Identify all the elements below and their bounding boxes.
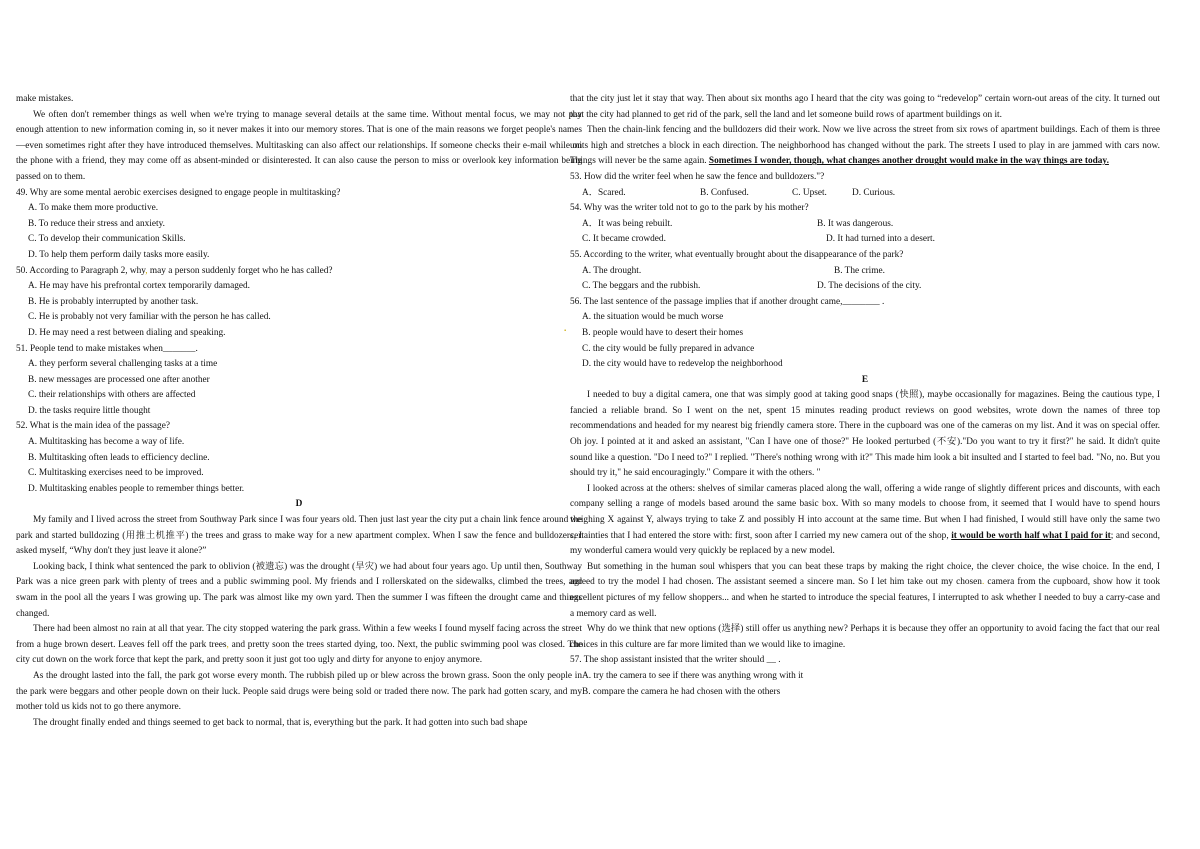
question-56: 56. The last sentence of the passage implies that if another drought came,________ . (570, 296, 885, 307)
q53-options (570, 186, 1160, 202)
q56-option-d: D. the city would have to redevelop the neighborhood (582, 359, 783, 370)
passage-d-paragraph-5-cont: that the city just let it stay that way. Then about six months ago I heard that the city was going to “redevelop” certain worn-out areas of the city. It turned out that the city had planned to get rid of the park, sell the land and let someone build rows of apartment buildings on it. (570, 94, 1160, 120)
e-p3-text-b: camera from the cupboard, show how it took excellent pictures of my fellow shoppers... and when he started to introduce the special features, I interrupted to ask whether I needed to buy a carry-case and a memory card as well. (570, 577, 1161, 619)
q54-option-c: C. It became crowded. (582, 234, 666, 245)
section-heading-e: E (861, 374, 869, 385)
passage-d-paragraph-4: As the drought lasted into the fall, the park got worse every month. The rubbish piled up or blew across the brown grass. Soon the only people in the park were beggars and other people down on their luck. People said drugs were being sold or traded there now. The park had gotten scary, and my mother told us kids not to go there anymore. (16, 670, 582, 713)
question-49: 49. Why are some mental aerobic exercises designed to engage people in multitasking? (16, 187, 341, 198)
q53-option-c: C. Upset. (792, 187, 827, 198)
q55-options-row1 (570, 264, 1160, 280)
d-p3-text-a: There had been almost no rain at all that year. The city stopped watering the park grass. Within a few weeks I found myself facing across the street from a huge brown desert. Leaves fell off the park trees (16, 624, 582, 650)
q55-options-row2 (570, 279, 1160, 295)
question-54: 54. Why was the writer told not to go to the park by his mother? (570, 203, 809, 214)
q52-option-d: D. Multitasking enables people to remember things better. (28, 483, 245, 494)
passage-d-paragraph-3 (16, 622, 582, 669)
d-p6-underlined-sentence: Sometimes I wonder, though, what changes another drought would make in the way things are today. (708, 156, 1109, 167)
question-55: 55. According to the writer, what eventually brought about the disappearance of the park? (570, 249, 904, 260)
q50-mark: , (145, 265, 148, 276)
section-heading-d: D (295, 499, 303, 510)
d-p3-mark: , (226, 639, 229, 650)
q49-option-b: B. To reduce their stress and anxiety. (28, 218, 165, 229)
passage-d-paragraph-2: Looking back, I think what sentenced the park to oblivion (被遗忘) was the drought (旱灾) we had about four years ago. Up until then, Southway Park was a nice green park with plenty of trees and a public swimming pool. My friends and I rollerskated on the sidewalks, climbed the trees, and swam in the pool all the years I was growing up. The park was almost like my own yard. Then the summer I was fifteen the drought came and things changed. (16, 561, 582, 619)
passage-d-paragraph-5: The drought finally ended and things seemed to get back to normal, that is, everything but the park. It had gotten into such bad shape (33, 717, 528, 728)
q50-option-b: B. He is probably interrupted by another task. (28, 296, 199, 307)
q56-option-b-line (564, 323, 1160, 342)
q51-option-a: A. they perform several challenging tasks at a time (28, 359, 218, 370)
q52-option-c: C. Multitasking exercises need to be improved. (28, 468, 204, 479)
q51-option-c: C. their relationships with others are affected (28, 390, 196, 401)
passage-c-ending: make mistakes. (16, 94, 74, 104)
passage-d-paragraph-6 (570, 123, 1160, 170)
question-57: 57. The shop assistant insisted that the writer should __ . (570, 655, 781, 666)
q56-option-a: A. the situation would be much worse (582, 312, 724, 323)
question-50 (16, 264, 582, 280)
q51-option-d: D. the tasks require little thought (28, 405, 151, 416)
q54-option-d: D. It had turned into a desert. (826, 234, 935, 245)
q54-options-row1 (570, 217, 1160, 233)
q55-option-d: D. The decisions of the city. (817, 281, 922, 292)
q53-option-a: A．Scared. (582, 187, 626, 198)
q49-option-c: C. To develop their communication Skills. (28, 234, 186, 245)
q56-option-b: B. people would have to desert their homes (582, 327, 744, 338)
passage-d-paragraph-1: My family and I lived across the street from Southway Park since I was four years old. Then just last year the city put a chain link fence around the park and started bulldozing (用推土机推平) the trees and grass to make way for a new apartment complex. When I saw the fence and bulldozers, I asked myself, “Why don't they just leave it alone?” (16, 515, 582, 557)
q54-option-a: A．It was being rebuilt. (582, 218, 673, 229)
question-51: 51. People tend to make mistakes when_______. (16, 343, 198, 354)
q49-option-a: A. To make them more productive. (28, 203, 159, 214)
e-p3-text-a: But something in the human soul whispers that you can beat these traps by making the right choice, the clever choice, the wise choice. In the end, I agreed to try the model I had chosen. The assistant seemed a sincere man. So I let him take out my chosen (570, 561, 1160, 588)
q56-option-c: C. the city would be fully prepared in advance (582, 343, 755, 354)
q56-mark: . (564, 323, 567, 334)
q49-option-d: D. To help them perform daily tasks more easily. (28, 249, 210, 260)
q55-option-a: A. The drought. (582, 265, 642, 276)
q53-option-b: B. Confused. (700, 187, 749, 198)
q55-option-c: C. The beggars and the rubbish. (582, 281, 701, 292)
left-column (16, 92, 582, 731)
passage-e-paragraph-3 (570, 560, 1160, 622)
e-p2-text-a: I looked across at the others: shelves of similar cameras placed along the wall, offering a wide range of slightly different prices and discounts, with each company selling a range of models based around the same basic box. With so many models to choose from, it seemed that I would have to spend hours weighing X against Y, always trying to take Z and possibly H into account at the same time. But when I had finished, I would still have only the same two certainties that I had entered the store with: first, soon after I carried my new camera out of the shop, (570, 483, 1160, 541)
e-p2-underlined-phrase: it would be worth half what I paid for it (951, 530, 1111, 541)
q52-option-b: B. Multitasking often leads to efficiency decline. (28, 452, 210, 463)
q53-option-d: D. Curious. (852, 187, 896, 198)
q50-option-a: A. He may have his prefrontal cortex temporarily damaged. (28, 281, 251, 292)
passage-c-paragraph: We often don't remember things as well when we're trying to manage several details at the same time. Without mental focus, we may not pay enough attention to new information coming in, so it never makes it into our memory stores. That is one of the main reasons we forget people's names—even sometimes right after they have introduced themselves. Multitasking can also affect our relationships. If someone checks their e-mail while on the phone with a friend, they may come off as absent-minded or disinterested. It can also cause the person to miss or overlook key information being passed on to them. (16, 109, 582, 182)
q50-text-a: 50. According to Paragraph 2, why (16, 265, 146, 276)
passage-e-paragraph-4: Why do we think that new options (选择) still offer us anything new? Perhaps it is because they offer an opportunity to avoid facing the fact that our real choices in this culture are far more limited than we would like to imagine. (570, 624, 1160, 650)
q51-option-b: B. new messages are processed one after another (28, 374, 210, 385)
q52-option-a: A. Multitasking has become a way of life. (28, 437, 185, 448)
q50-option-d: D. He may need a rest between dialing and speaking. (28, 327, 226, 338)
q54-options-row2 (570, 232, 1160, 248)
d-p3-text-b: and pretty soon the trees started dying, too. Next, the public swimming pool was closed. The city cut down on the work force that kept the park, and pretty soon it just got too ugly and dirty for anyone to enjoy anymore. (16, 639, 582, 666)
passage-e-paragraph-2 (570, 482, 1160, 560)
e-p2-text-b: ; and second, my wonderful camera would very quickly be replaced by a new model. (570, 530, 1161, 557)
passage-e-paragraph-1: I needed to buy a digital camera, one that was simply good at taking good snaps (快照), maybe occasionally for magazines. Being the cautious type, I fancied a reliable brand. So I went on the net, spent 15 minutes reading product reviews on good websites, wrote down the names of three top recommendations and headed for my nearest big friendly camera store. There in the cupboard was one of the cameras on my list. And it was on special offer. Oh joy. I pointed at it and asked an assistant, "Can I have one of those?" He looked perturbed (不安)."Do you want to try it first?" he said. It didn't quite sound like a question. "Do I need to?" I replied. "There's nothing wrong with it?" This made him look a bit insulted and I started to feel bad. "No, no. But you should try it," he said encouragingly." Compare it with the others. " (570, 390, 1160, 479)
q50-text-b: may a person suddenly forget who he has called? (147, 265, 333, 276)
q57-option-b: B. compare the camera he had chosen with the others (582, 686, 781, 697)
q50-option-c: C. He is probably not very familiar with the person he has called. (28, 312, 271, 323)
question-52: 52. What is the main idea of the passage? (16, 421, 170, 432)
e-p3-mark: . (981, 577, 985, 588)
right-column (564, 92, 1161, 700)
d-p6-text: Then the chain-link fencing and the bulldozers did their work. Now we live across the street from six rows of apartment buildings. Each of them is three units high and stretches a block in each direction. The neighborhood has changed without the park. The streets I used to play in are jammed with cars now. Things will never be the same again. (570, 125, 1160, 167)
q54-option-b: B. It was dangerous. (817, 218, 894, 229)
q57-option-a: A. try the camera to see if there was anything wrong with it (582, 670, 804, 681)
question-53: 53. How did the writer feel when he saw the fence and bulldozers."? (570, 171, 825, 182)
q55-option-b: B. The crime. (834, 265, 885, 276)
